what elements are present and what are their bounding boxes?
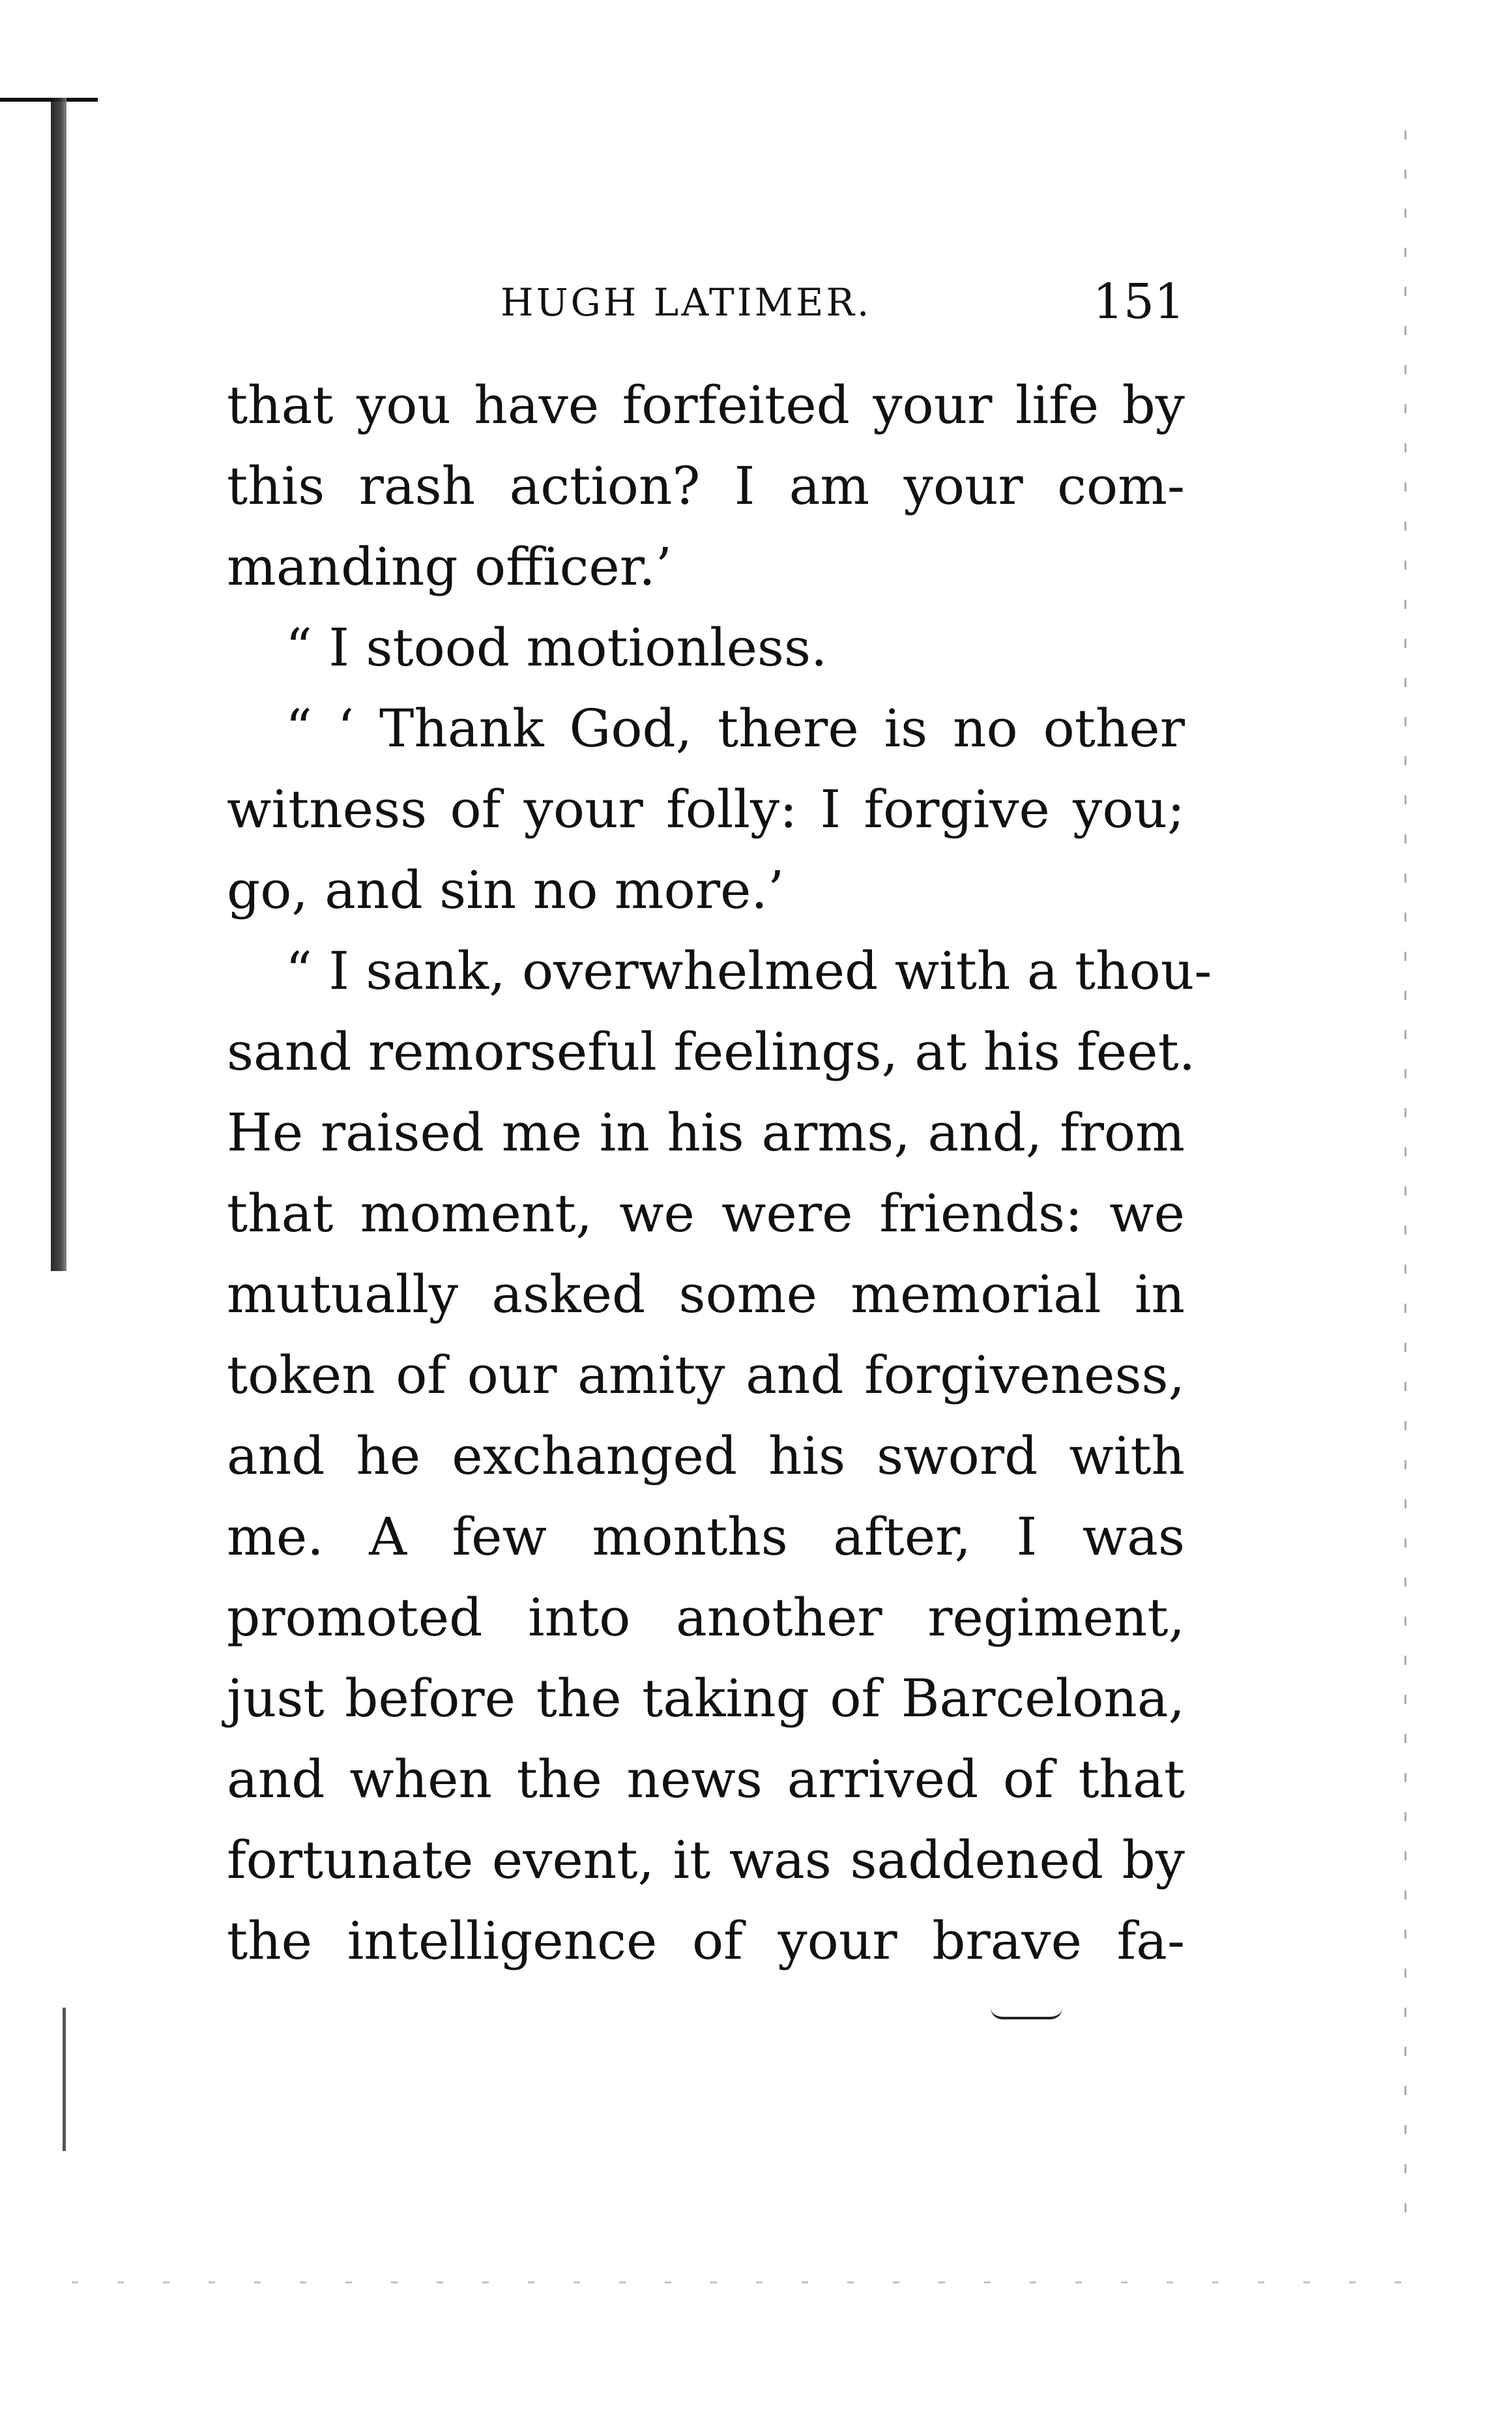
text-line: He raised me in his arms, and, from bbox=[227, 1102, 1185, 1163]
scan-binding-shadow bbox=[51, 98, 66, 1271]
text-line: manding officer.’ bbox=[227, 536, 673, 597]
ink-smudge bbox=[991, 2008, 1062, 2019]
text-line: “ I sank, overwhelmed with a thou- bbox=[285, 941, 1212, 1001]
text-line: and he exchanged his sword with bbox=[227, 1426, 1185, 1486]
text-line: fortunate event, it was saddened by bbox=[227, 1830, 1185, 1890]
text-line: and when the news arrived of that bbox=[227, 1749, 1185, 1809]
scan-edge-dots bbox=[1404, 130, 1406, 2216]
text-line: the intelligence of your brave fa- bbox=[227, 1911, 1185, 1971]
text-line: token of our amity and forgiveness, bbox=[227, 1345, 1185, 1405]
running-title: HUGH LATIMER. bbox=[501, 280, 872, 325]
text-line: sand remorseful feelings, at his feet. bbox=[227, 1021, 1196, 1082]
text-line: witness of your folly: I forgive you; bbox=[227, 779, 1185, 840]
text-line: me. A few months after, I was bbox=[227, 1506, 1185, 1567]
text-line: mutually asked some memorial in bbox=[227, 1264, 1185, 1325]
text-line: this rash action? I am your com- bbox=[227, 456, 1185, 516]
text-line: go, and sin no more.’ bbox=[227, 860, 785, 920]
body-text bbox=[227, 365, 1212, 1982]
running-head bbox=[227, 274, 1185, 339]
page-number: 151 bbox=[1092, 274, 1185, 330]
scan-edge-dots bbox=[72, 2281, 1408, 2283]
text-line: promoted into another regiment, bbox=[227, 1587, 1185, 1648]
text-line: that moment, we were friends: we bbox=[227, 1183, 1185, 1244]
text-line: that you have forfeited your life by bbox=[227, 375, 1185, 435]
text-line: “ ‘ Thank God, there is no other bbox=[285, 698, 1185, 759]
text-line: “ I stood motionless. bbox=[285, 617, 828, 678]
scan-edge-mark bbox=[0, 98, 98, 102]
text-line: just before the taking of Barcelona, bbox=[227, 1668, 1185, 1729]
scan-edge-mark bbox=[63, 2008, 66, 2151]
